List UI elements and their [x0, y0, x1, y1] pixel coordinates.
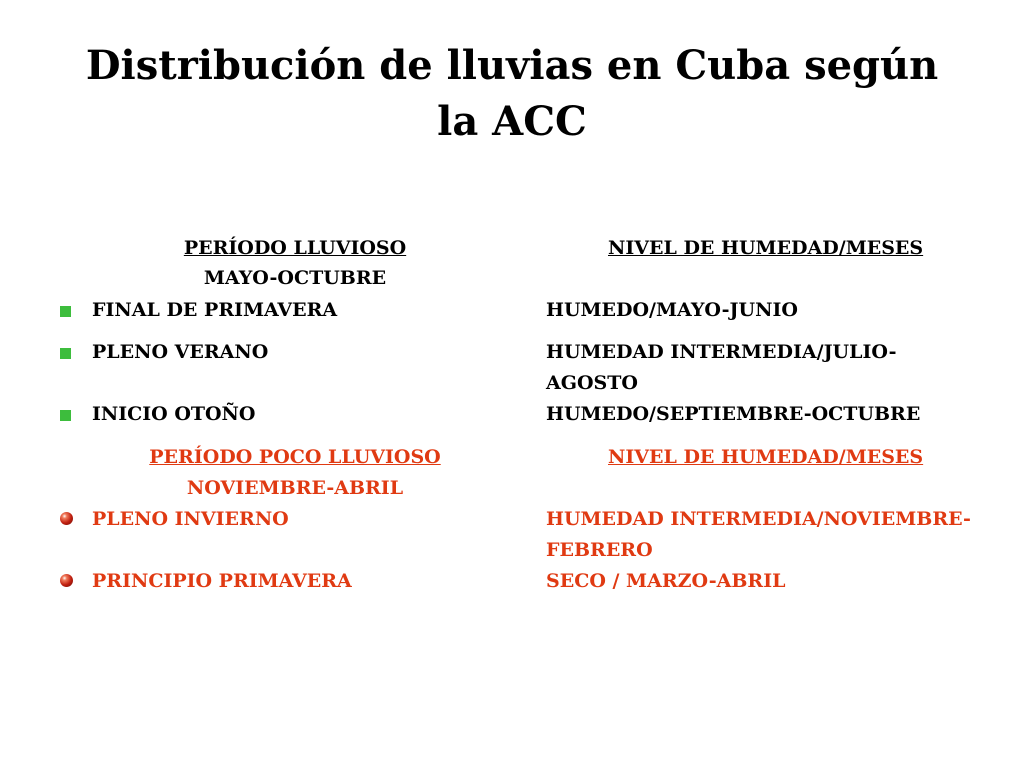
- rainy-months: MAYO-OCTUBRE: [203, 267, 387, 289]
- dry-period-header: PERÍODO POCO LLUVIOSO: [149, 446, 441, 468]
- rainy-item-label: FINAL DE PRIMAVERA: [92, 299, 338, 321]
- dry-item-value: SECO / MARZO-ABRIL: [546, 570, 786, 592]
- slide-title-line-2: la ACC: [437, 98, 587, 145]
- slide-title: [0, 38, 1024, 150]
- slide-title-line-1: Distribución de lluvias en Cuba según: [85, 42, 939, 89]
- dry-item-value-cont: FEBRERO: [546, 539, 653, 561]
- dry-item-label: PLENO INVIERNO: [92, 508, 289, 530]
- rainy-item-value-cont: AGOSTO: [546, 372, 638, 394]
- red-ball-bullet-icon: [60, 574, 73, 587]
- rainy-item-label: PLENO VERANO: [92, 341, 269, 363]
- rainy-item-label: INICIO OTOÑO: [92, 403, 256, 425]
- dry-months: NOVIEMBRE-ABRIL: [186, 477, 404, 499]
- red-ball-bullet-icon: [60, 512, 73, 525]
- green-square-bullet-icon: [60, 306, 71, 317]
- rainy-item-value: HUMEDO/MAYO-JUNIO: [546, 299, 798, 321]
- green-square-bullet-icon: [60, 348, 71, 359]
- rainy-period-header: PERÍODO LLUVIOSO: [183, 237, 407, 259]
- dry-humidity-header: NIVEL DE HUMEDAD/MESES: [608, 446, 924, 468]
- rainy-humidity-header: NIVEL DE HUMEDAD/MESES: [608, 237, 924, 259]
- dry-item-value: HUMEDAD INTERMEDIA/NOVIEMBRE-: [546, 508, 971, 530]
- green-square-bullet-icon: [60, 410, 71, 421]
- rainy-item-value: HUMEDAD INTERMEDIA/JULIO-: [546, 341, 897, 363]
- dry-item-label: PRINCIPIO PRIMAVERA: [92, 570, 352, 592]
- rainy-item-value: HUMEDO/SEPTIEMBRE-OCTUBRE: [546, 403, 921, 425]
